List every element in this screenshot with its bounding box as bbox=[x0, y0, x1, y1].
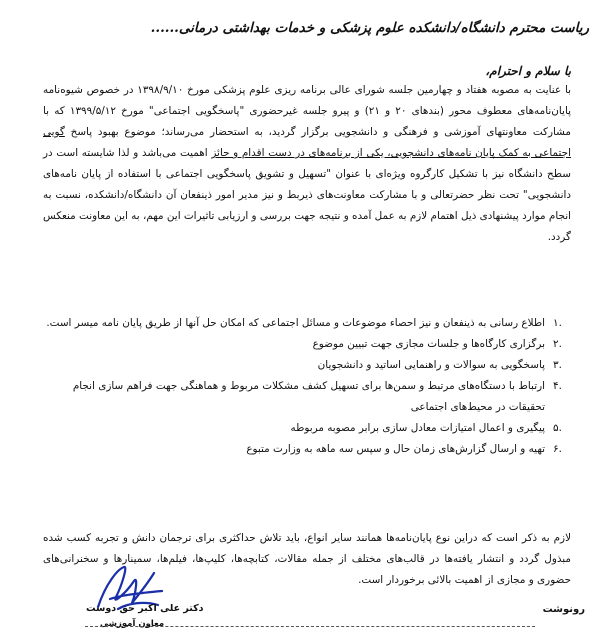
list-item-text: ارتباط با دستگاه‌های مرتبط و سمن‌ها برای تسهیل کشف مشکلات مربوط و هماهنگی جهت فراهم سازی انجام تحقیقات در محیط‌های اجتماعی bbox=[72, 380, 545, 413]
salutation: با سلام و احترام، bbox=[485, 64, 571, 78]
list-item-number: .۲ bbox=[553, 338, 562, 350]
list-item-number: .۱ bbox=[553, 317, 562, 329]
list-item bbox=[43, 355, 571, 376]
letter-heading: ریاست محترم دانشگاه/دانشکده علوم پزشکی و خدمات بهداشتی درمانی...... bbox=[150, 20, 589, 36]
closing-text: لازم به ذکر است که دراین نوع پایان‌نامه‌ها همانند سایر انواع، باید تلاش حداکثری برای ترجمان دانش و تجربه کسب شده مبذول گردد و انتشار یافته‌ها در قالب‌های مختلف از جمله مقالات، کتابچه‌ها، کلیپ‌ها، فیلم‌ها، سمینارها و سخنرانی‌های حضوری و مجازی از اهمیت بالائی برخوردار است. bbox=[43, 532, 571, 586]
letter-body bbox=[43, 80, 571, 248]
list-item-text: برگزاری کارگاه‌ها و جلسات مجازی جهت تبیین موضوع bbox=[312, 338, 545, 350]
signer-title: معاون آموزشی bbox=[100, 619, 165, 629]
list-item bbox=[43, 313, 571, 334]
list-item bbox=[43, 439, 571, 460]
signer-name: دکتر علی اکبر حق دوست bbox=[86, 603, 204, 614]
list-item bbox=[43, 334, 571, 355]
cc-divider bbox=[85, 626, 535, 627]
body-paragraph-2-text: اهمیت می‌باشد و لذا شایسته است در سطح دانشگاه نیز با تشکیل کارگروه ویژه‌ای با عنوان "تسهیل و تشویق پاسخگویی اجتماعی با استفاده از پایان نامه‌های دانشجویی" تحت نظر حضرتعالی و با مشارکت معاونت‌های ذیربط و نیز مدیر امور ذینفعان آن دانشگاه/دانشکده، نسبت به انجام موارد پیشنهادی ذیل اهتمام لازم به عمل آمده و نتیجه جهت بررسی و ارزیابی تاثیرات این مهم، به این معاونت منعکس گردد. bbox=[43, 147, 571, 243]
list-item bbox=[43, 376, 571, 418]
body-paragraph-1-text: با عنایت به مصوبه هفتاد و چهارمین جلسه شورای عالی برنامه ریزی علوم پزشکی مورخ ۱۳۹۸/۹/۱۰ در خصوص شیوه‌نامه پایان‌نامه‌های معطوف محور (بندهای ۲۰ و ۲۱) و پیرو جلسه غیرحضوری "پاسخگویی اجتماعی" مورخ ۱۳۹۹/۵/۱۲ که با مشارکت معاونتهای آموزشی و فرهنگی و دانشجویی برگزار گردید، به استحضار می‌رساند؛ موضوع بهبود پاسخ bbox=[43, 84, 572, 138]
list-item-number: .۳ bbox=[553, 359, 562, 371]
list-item-number: .۶ bbox=[553, 443, 562, 455]
list-item-text: اطلاع رسانی به ذینفعان و نیز احصاء موضوعات و مسائل اجتماعی که امکان حل آنها از طریق پایان نامه میسر است. bbox=[46, 317, 545, 329]
cc-label: رونوشت bbox=[542, 604, 585, 615]
action-items-list bbox=[43, 313, 571, 460]
list-item-number: .۴ bbox=[553, 380, 562, 392]
list-item-text: تهیه و ارسال گزارش‌های زمان حال و سپس سه ماهه به وزارت متبوع bbox=[246, 443, 545, 455]
list-item-text: پیگیری و اعمال امتیازات معادل سازی برابر مصوبه مربوطه bbox=[290, 422, 545, 434]
list-item-number: .۵ bbox=[553, 422, 562, 434]
list-item bbox=[43, 418, 571, 439]
body-paragraph-1-underlined: گویی اجتماعی به کمک پایان نامه‌های دانشجویی، یکی از برنامه‌های در دست اقدام و حائز bbox=[43, 126, 571, 159]
body-paragraph-1 bbox=[43, 80, 571, 248]
list-item-text: پاسخگویی به سوالات و راهنمایی اساتید و دانشجویان bbox=[317, 359, 545, 371]
